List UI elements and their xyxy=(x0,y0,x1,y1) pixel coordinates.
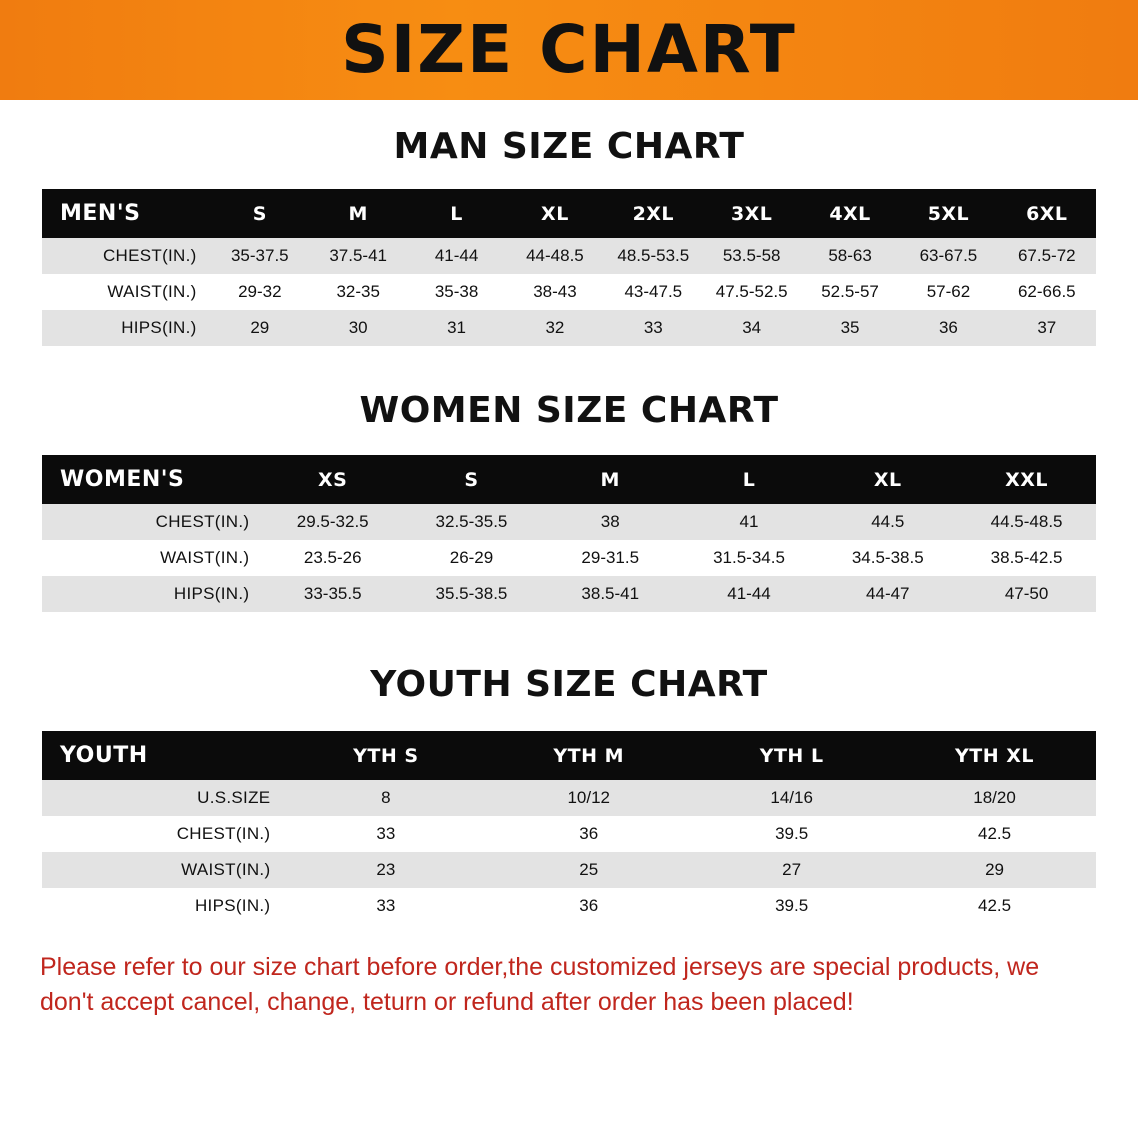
youth-table-head xyxy=(42,731,1096,780)
youth-cell-3-3: 42.5 xyxy=(893,888,1096,924)
women-section-heading: WOMEN SIZE CHART xyxy=(359,390,779,431)
women-cell-2-4: 44-47 xyxy=(818,576,957,612)
man-header-cell-1: S xyxy=(211,189,309,238)
man-cell-1-3: 38-43 xyxy=(506,274,604,310)
women-cell-2-0: 33-35.5 xyxy=(263,576,402,612)
youth-cell-1-3: 42.5 xyxy=(893,816,1096,852)
table-row xyxy=(42,310,1096,346)
man-cell-0-5: 53.5-58 xyxy=(703,238,801,274)
table-row xyxy=(42,540,1096,576)
table-header-row xyxy=(42,731,1096,780)
youth-cell-2-0: 23 xyxy=(284,852,487,888)
women-cell-2-3: 41-44 xyxy=(680,576,819,612)
page-banner xyxy=(0,0,1138,100)
women-cell-2-1: 35.5-38.5 xyxy=(402,576,541,612)
man-cell-2-7: 36 xyxy=(899,310,997,346)
women-header-cell-5: XL xyxy=(818,455,957,504)
youth-row-0-label: U.S.SIZE xyxy=(42,780,284,816)
women-cell-2-5: 47-50 xyxy=(957,576,1096,612)
table-row xyxy=(42,852,1096,888)
youth-cell-2-1: 25 xyxy=(487,852,690,888)
youth-header-cell-2: YTH M xyxy=(487,731,690,780)
women-header-cell-4: L xyxy=(680,455,819,504)
man-table-body xyxy=(42,238,1096,346)
women-cell-0-0: 29.5-32.5 xyxy=(263,504,402,540)
youth-cell-2-2: 27 xyxy=(690,852,893,888)
man-header-cell-6: 3XL xyxy=(703,189,801,238)
table-row xyxy=(42,274,1096,310)
women-cell-2-2: 38.5-41 xyxy=(541,576,680,612)
women-cell-0-4: 44.5 xyxy=(818,504,957,540)
man-cell-2-1: 30 xyxy=(309,310,407,346)
youth-section-heading: YOUTH SIZE CHART xyxy=(370,664,768,705)
youth-header-cell-4: YTH XL xyxy=(893,731,1096,780)
man-cell-2-2: 31 xyxy=(407,310,505,346)
man-cell-2-6: 35 xyxy=(801,310,899,346)
youth-cell-3-1: 36 xyxy=(487,888,690,924)
women-cell-1-1: 26-29 xyxy=(402,540,541,576)
table-row xyxy=(42,816,1096,852)
women-table-wrapper xyxy=(42,455,1096,612)
table-row xyxy=(42,888,1096,924)
youth-cell-0-0: 8 xyxy=(284,780,487,816)
table-header-row xyxy=(42,455,1096,504)
man-cell-2-3: 32 xyxy=(506,310,604,346)
youth-cell-0-1: 10/12 xyxy=(487,780,690,816)
man-cell-0-7: 63-67.5 xyxy=(899,238,997,274)
women-row-0-label: CHEST(IN.) xyxy=(42,504,263,540)
man-cell-1-7: 57-62 xyxy=(899,274,997,310)
table-row xyxy=(42,238,1096,274)
women-cell-0-5: 44.5-48.5 xyxy=(957,504,1096,540)
women-row-2-label: HIPS(IN.) xyxy=(42,576,263,612)
table-row xyxy=(42,780,1096,816)
women-cell-1-5: 38.5-42.5 xyxy=(957,540,1096,576)
man-cell-1-8: 62-66.5 xyxy=(998,274,1096,310)
women-table-body xyxy=(42,504,1096,612)
man-header-cell-5: 2XL xyxy=(604,189,702,238)
women-cell-1-0: 23.5-26 xyxy=(263,540,402,576)
man-cell-0-3: 44-48.5 xyxy=(506,238,604,274)
footer-disclaimer: Please refer to our size chart before order,the customized jerseys are special products, we don't accept cancel, change, teturn or refund after order has been placed! xyxy=(40,953,1040,1016)
man-cell-2-0: 29 xyxy=(211,310,309,346)
man-header-cell-2: M xyxy=(309,189,407,238)
table-row xyxy=(42,504,1096,540)
man-cell-0-6: 58-63 xyxy=(801,238,899,274)
women-cell-0-2: 38 xyxy=(541,504,680,540)
youth-cell-3-2: 39.5 xyxy=(690,888,893,924)
man-header-cell-4: XL xyxy=(506,189,604,238)
man-row-0-label: CHEST(IN.) xyxy=(42,238,211,274)
man-cell-1-6: 52.5-57 xyxy=(801,274,899,310)
women-cell-1-4: 34.5-38.5 xyxy=(818,540,957,576)
man-cell-0-8: 67.5-72 xyxy=(998,238,1096,274)
man-row-2-label: HIPS(IN.) xyxy=(42,310,211,346)
man-header-cell-8: 5XL xyxy=(899,189,997,238)
youth-cell-1-0: 33 xyxy=(284,816,487,852)
youth-cell-1-2: 39.5 xyxy=(690,816,893,852)
women-table-head xyxy=(42,455,1096,504)
man-cell-0-2: 41-44 xyxy=(407,238,505,274)
man-header-cell-7: 4XL xyxy=(801,189,899,238)
man-cell-2-4: 33 xyxy=(604,310,702,346)
man-cell-0-1: 37.5-41 xyxy=(309,238,407,274)
youth-row-1-label: CHEST(IN.) xyxy=(42,816,284,852)
youth-table-wrapper xyxy=(42,731,1096,924)
man-cell-1-5: 47.5-52.5 xyxy=(703,274,801,310)
youth-cell-0-2: 14/16 xyxy=(690,780,893,816)
youth-row-2-label: WAIST(IN.) xyxy=(42,852,284,888)
man-size-table xyxy=(42,189,1096,346)
man-cell-0-4: 48.5-53.5 xyxy=(604,238,702,274)
women-header-cell-1: XS xyxy=(263,455,402,504)
youth-header-cell-3: YTH L xyxy=(690,731,893,780)
women-cell-1-2: 29-31.5 xyxy=(541,540,680,576)
youth-cell-2-3: 29 xyxy=(893,852,1096,888)
man-cell-1-2: 35-38 xyxy=(407,274,505,310)
women-header-cell-6: XXL xyxy=(957,455,1096,504)
man-cell-1-4: 43-47.5 xyxy=(604,274,702,310)
man-row-1-label: WAIST(IN.) xyxy=(42,274,211,310)
man-table-wrapper xyxy=(42,189,1096,346)
women-row-1-label: WAIST(IN.) xyxy=(42,540,263,576)
man-header-cell-0: MEN'S xyxy=(42,189,211,238)
women-cell-1-3: 31.5-34.5 xyxy=(680,540,819,576)
man-table-head xyxy=(42,189,1096,238)
youth-cell-3-0: 33 xyxy=(284,888,487,924)
youth-row-3-label: HIPS(IN.) xyxy=(42,888,284,924)
women-header-cell-2: S xyxy=(402,455,541,504)
man-cell-1-1: 32-35 xyxy=(309,274,407,310)
women-header-cell-0: WOMEN'S xyxy=(42,455,263,504)
women-size-table xyxy=(42,455,1096,612)
man-cell-2-5: 34 xyxy=(703,310,801,346)
women-cell-0-3: 41 xyxy=(680,504,819,540)
page-title: SIZE CHART xyxy=(341,11,797,88)
youth-size-table xyxy=(42,731,1096,924)
man-cell-2-8: 37 xyxy=(998,310,1096,346)
man-section-heading: MAN SIZE CHART xyxy=(393,126,745,167)
women-cell-0-1: 32.5-35.5 xyxy=(402,504,541,540)
man-header-cell-3: L xyxy=(407,189,505,238)
youth-cell-1-1: 36 xyxy=(487,816,690,852)
man-cell-0-0: 35-37.5 xyxy=(211,238,309,274)
youth-header-cell-1: YTH S xyxy=(284,731,487,780)
table-header-row xyxy=(42,189,1096,238)
table-row xyxy=(42,576,1096,612)
man-header-cell-9: 6XL xyxy=(998,189,1096,238)
youth-table-body xyxy=(42,780,1096,924)
women-header-cell-3: M xyxy=(541,455,680,504)
man-cell-1-0: 29-32 xyxy=(211,274,309,310)
youth-header-cell-0: YOUTH xyxy=(42,731,284,780)
youth-cell-0-3: 18/20 xyxy=(893,780,1096,816)
